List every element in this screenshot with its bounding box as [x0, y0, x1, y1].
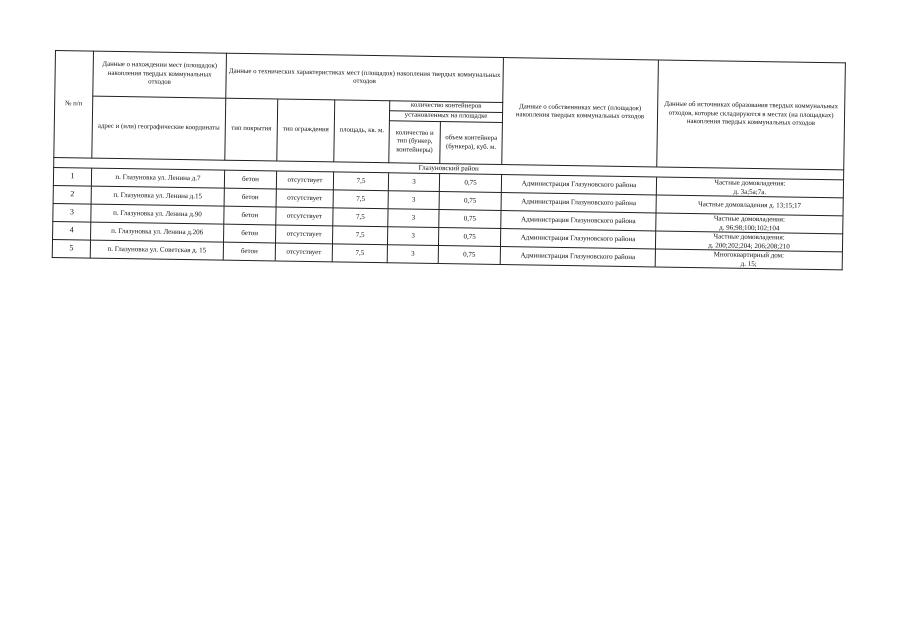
header-tech-group: Данные о технических характеристиках мест (площадок) накопления твердых коммунальных отходов — [226, 53, 504, 102]
row-address: п. Глазуновка ул. Ленина д.15 — [91, 186, 224, 206]
row-count: 3 — [387, 245, 438, 264]
row-source-line1: Частные домовладения: — [713, 232, 785, 242]
row-owner: Администрация Глазуновского района — [501, 193, 656, 213]
row-area: 7,5 — [332, 226, 387, 245]
row-address: п. Глазуновка ул. Ленина д.206 — [91, 222, 224, 242]
row-fence: отсутствует — [276, 207, 333, 226]
row-owner: Администрация Глазуновского района — [501, 211, 656, 231]
row-source-line1: Частные домовладения: — [714, 178, 786, 188]
row-source-line1: Многоквартирный дом: — [713, 250, 785, 260]
row-area: 7,5 — [332, 244, 387, 263]
row-source-line2: д. 15; — [740, 259, 757, 268]
row-count: 3 — [388, 209, 439, 228]
header-container-volume: объем контейнера (бункера), куб. м. — [440, 122, 503, 165]
row-cover: бетон — [223, 242, 275, 261]
header-containers-line1: количество контейнеров — [390, 101, 503, 113]
row-volume: 0,75 — [439, 210, 501, 229]
row-cover: бетон — [224, 188, 276, 207]
row-owner: Администрация Глазуновского района — [500, 247, 655, 267]
row-source-line2: д. 200;202;204; 206;208;210 — [708, 240, 790, 251]
row-fence: отсутствует — [276, 171, 333, 190]
row-volume: 0,75 — [438, 246, 500, 265]
header-area: площадь, кв. м. — [334, 100, 390, 163]
row-count: 3 — [387, 227, 438, 246]
row-source — [655, 249, 842, 270]
row-area: 7,5 — [333, 190, 388, 209]
header-num: № п/п — [54, 51, 94, 159]
row-volume: 0,75 — [439, 192, 501, 211]
row-source-line1: Частные домовладения: — [713, 214, 786, 224]
table-body — [52, 167, 843, 269]
row-owner: Администрация Глазуновского района — [501, 175, 656, 195]
row-fence: отсутствует — [276, 189, 333, 208]
row-source-line2: д. 96;98;100;102;104 — [719, 222, 780, 232]
header-owners: Данные о собственниках мест (площадок) накопления твердых коммунальных отходов — [502, 58, 659, 167]
district-label: Глазуновский район — [54, 157, 844, 179]
waste-sites-table — [52, 50, 846, 270]
row-cover: бетон — [224, 170, 276, 189]
row-num: 3 — [53, 203, 91, 222]
row-address: п. Глазуновка ул. Ленина д.7 — [91, 168, 224, 188]
header-containers-line2: установленных на площадке — [389, 111, 502, 123]
row-address: п. Глазуновка ул. Ленина д.90 — [91, 204, 224, 224]
row-area: 7,5 — [333, 208, 388, 227]
header-cover-type: тип покрытия — [225, 98, 278, 161]
header-fence-type: тип ограждения — [277, 99, 335, 162]
row-volume: 0,75 — [439, 174, 501, 193]
row-cover: бетон — [224, 224, 276, 243]
row-count: 3 — [388, 173, 439, 192]
row-num: 2 — [53, 185, 91, 204]
row-fence: отсутствует — [275, 225, 332, 244]
row-source-line1: Частные домовладения д. 13;15;17 — [698, 200, 802, 210]
header-sources: Данные об источниках образования твердых коммунальных отходов, которые складируются в местах (на площадках) накопления твердых коммунальных отходов — [657, 60, 846, 170]
header-container-count: количество и тип (бункер, контейнеры) — [389, 121, 441, 164]
row-owner: Администрация Глазуновского района — [500, 229, 655, 249]
row-num: 5 — [52, 239, 90, 258]
row-volume: 0,75 — [438, 228, 500, 247]
row-address: п. Глазуновка ул. Советская д. 15 — [90, 240, 223, 260]
header-location-group: Данные о нахождении мест (площадок) накопления твердых коммунальных отходов — [93, 51, 227, 98]
row-source-line2: д. 3а;5а;7а. — [733, 187, 767, 196]
header-address: адрес и (или) географические координаты — [92, 96, 226, 160]
row-count: 3 — [388, 191, 439, 210]
document-sheet — [52, 50, 845, 270]
row-num: 4 — [53, 221, 91, 240]
row-cover: бетон — [224, 206, 276, 225]
row-area: 7,5 — [333, 172, 388, 191]
row-fence: отсутствует — [275, 243, 332, 262]
row-num: 1 — [53, 167, 91, 186]
